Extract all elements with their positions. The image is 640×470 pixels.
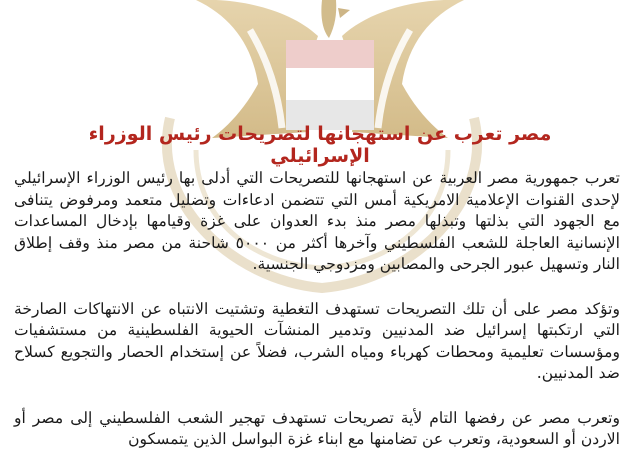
emblem-head bbox=[321, 0, 350, 38]
page-title: مصر تعرب عن استهجانها لتصريحات رئيس الوزراء الإسرائيلي bbox=[88, 123, 552, 167]
paragraph-1: تعرب جمهورية مصر العربية عن استهجانها للتصريحات التي أدلى بها رئيس الوزراء الإسرائيلي لإحدى القنوات الإعلامية الامريكية أمس التي تتضمن ادعاءات وتضليل متعمد ومرفوض يتنافى مع الجهود التي بذلتها وتبذلها مصر منذ بدء العدوان على غزة وقيامها بإدخال المساعدات الإنسانية العاجلة للشعب الفلسطيني وآخرها أكثر من ٥٠٠٠ شاحنة من مصر منذ وقف إطلاق النار وتسهيل عبور الجرحى والمصابين ومزدوجي الجنسية. bbox=[14, 169, 620, 273]
statement-body bbox=[14, 168, 620, 470]
emblem-shield bbox=[286, 40, 374, 130]
paragraph-3: وتعرب مصر عن رفضها التام لأية تصريحات تستهدف تهجير الشعب الفلسطيني إلى مصر أو الاردن أو السعودية، وتعرب عن تضامنها مع ابناء غزة البواسل الذين يتمسكون bbox=[14, 408, 620, 448]
paragraph-2: وتؤكد مصر على أن تلك التصريحات تستهدف التغطية وتشتيت الانتباه عن الانتهاكات الصارخة التي ارتكبتها إسرائيل ضد المدنيين وتدمير المنشآت الحيوية الفلسطينية من مستشفيات ومؤسسات تعليمية ومحطات كهرباء ومياه الشرب، فضلاً عن إستخدام الحصار والتجويع كسلاح ضد المدنيين. bbox=[14, 299, 620, 382]
